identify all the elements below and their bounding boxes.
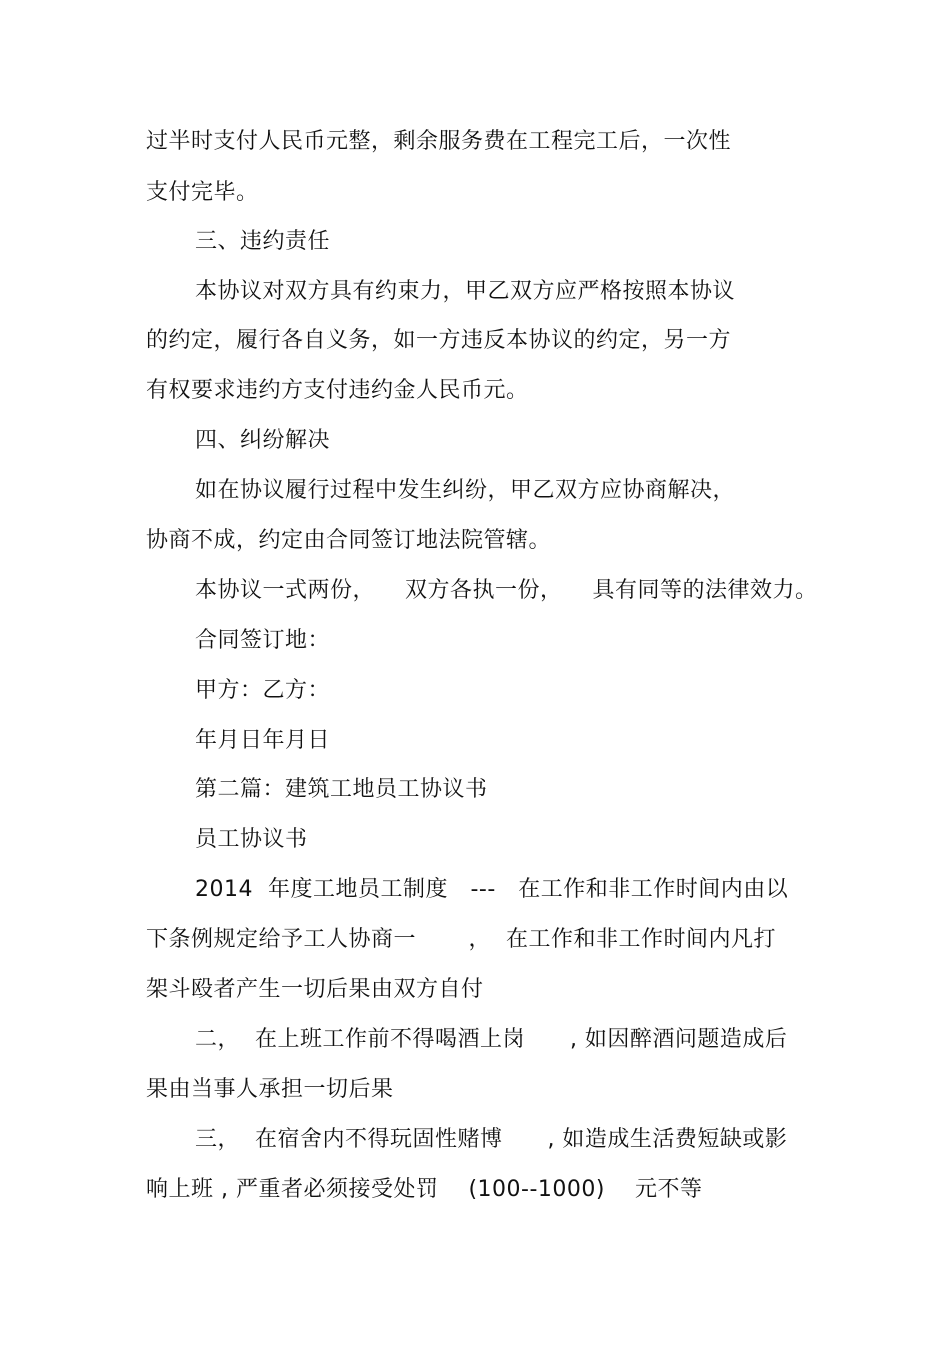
paragraph-line: 过半时支付人民币元整，剩余服务费在工程完工后，一次性 [146,129,732,154]
paragraph-line: 有权要求违约方支付违约金人民币元。 [146,378,529,403]
section-heading: 三、违约责任 [195,229,331,254]
paragraph-line: 下条例规定给予工人协商一 ， 在工作和非工作时间内凡打 [146,927,776,952]
paragraph-line: 支付完毕。 [146,180,259,205]
paragraph-line: 本协议对双方具有约束力，甲乙双方应严格按照本协议 [195,279,736,304]
paragraph-line: 如在协议履行过程中发生纠纷，甲乙双方应协商解决， [195,478,736,503]
signing-place-line: 合同签订地： [195,628,331,653]
paragraph-line: 的约定，履行各自义务，如一方违反本协议的约定，另一方 [146,328,732,353]
date-line: 年月日年月日 [195,728,331,753]
paragraph-line: 三， 在宿舍内不得玩固性赌博 , 如造成生活费短缺或影 [195,1127,788,1152]
paragraph-line: 二， 在上班工作前不得喝酒上岗 , 如因醉酒问题造成后 [195,1027,788,1052]
paragraph-line: 果由当事人承担一切后果 [146,1077,394,1102]
paragraph-line: 本协议一式两份， 双方各执一份， 具有同等的法律效力。 [195,578,818,603]
section-heading: 四、纠纷解决 [195,428,331,453]
paragraph-line: 架斗殴者产生一切后果由双方自付 [146,977,484,1002]
document-subtitle: 员工协议书 [195,827,308,852]
chapter-title: 第二篇：建筑工地员工协议书 [195,777,488,802]
paragraph-line: 协商不成，约定由合同签订地法院管辖。 [146,528,552,553]
parties-line: 甲方：乙方： [195,678,331,703]
paragraph-line: 2014 年度工地员工制度 --- 在工作和非工作时间内由以 [195,877,789,902]
paragraph-line: 响上班 , 严重者必须接受处罚 (100--1000) 元不等 [146,1177,703,1202]
